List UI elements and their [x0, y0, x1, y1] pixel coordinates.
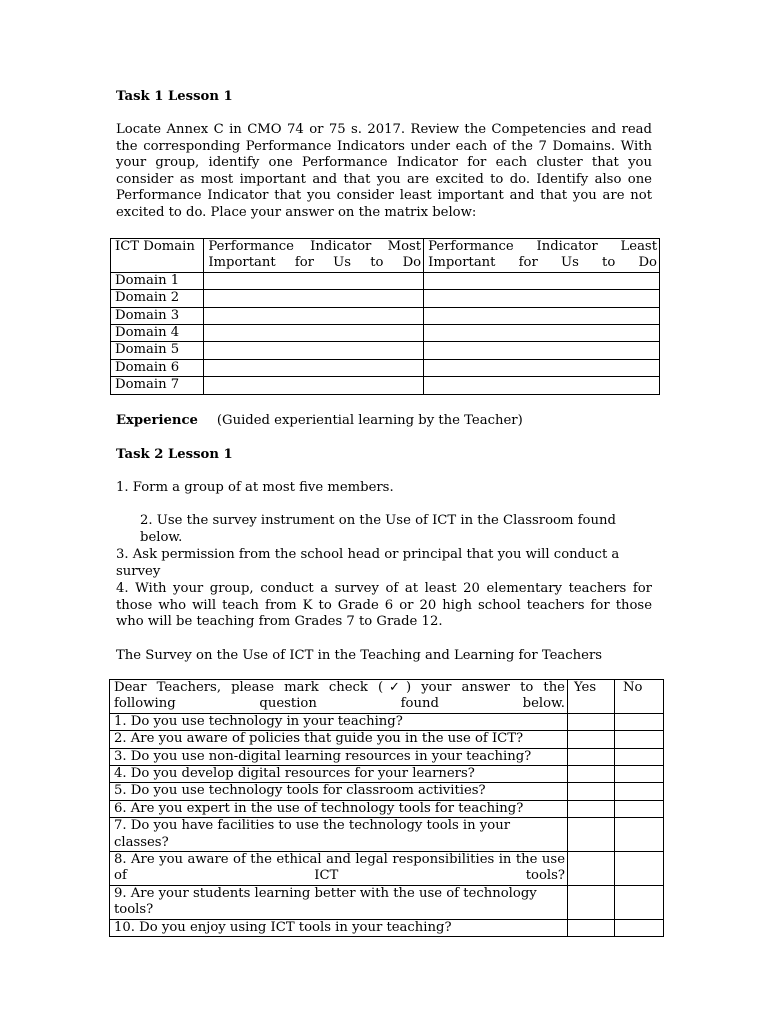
ict-survey-table	[109, 679, 664, 937]
header-least-important: Performance Indicator Least Important for Us to Do	[424, 239, 660, 273]
domain-label: Domain 6	[111, 359, 204, 376]
survey-question: 5. Do you use technology tools for classroom activities?	[110, 783, 568, 800]
table-row	[110, 713, 664, 730]
table-row	[111, 325, 660, 342]
survey-question: 1. Do you use technology in your teaching?	[110, 713, 568, 730]
no-answer-cell[interactable]	[615, 919, 664, 936]
answer-cell[interactable]	[424, 359, 660, 376]
answer-cell[interactable]	[204, 290, 424, 307]
answer-cell[interactable]	[424, 325, 660, 342]
no-answer-cell[interactable]	[615, 766, 664, 783]
step-1: 1. Form a group of at most five members.	[116, 480, 394, 495]
table-row	[110, 852, 664, 886]
answer-cell[interactable]	[204, 272, 424, 289]
no-column-header: No	[615, 680, 664, 714]
answer-cell[interactable]	[424, 290, 660, 307]
yes-answer-cell[interactable]	[568, 731, 615, 748]
table-header-row	[111, 239, 660, 273]
domain-label: Domain 5	[111, 342, 204, 359]
answer-cell[interactable]	[204, 359, 424, 376]
yes-answer-cell[interactable]	[568, 818, 615, 852]
survey-question: 8. Are you aware of the ethical and legal responsibilities in the use of ICT tools?	[110, 852, 568, 886]
yes-answer-cell[interactable]	[568, 748, 615, 765]
no-answer-cell[interactable]	[615, 783, 664, 800]
survey-title: The Survey on the Use of ICT in the Teaching and Learning for Teachers	[116, 648, 603, 663]
yes-answer-cell[interactable]	[568, 800, 615, 817]
survey-question: 9. Are your students learning better with the use of technology tools?	[110, 885, 568, 919]
no-answer-cell[interactable]	[615, 885, 664, 919]
experience-text: (Guided experiential learning by the Teacher)	[216, 413, 523, 428]
table-row	[111, 342, 660, 359]
yes-column-header: Yes	[568, 680, 615, 714]
experience-line	[116, 413, 652, 430]
table-row	[111, 359, 660, 376]
yes-answer-cell[interactable]	[568, 852, 615, 886]
survey-question: 6. Are you expert in the use of technology tools for teaching?	[110, 800, 568, 817]
answer-cell[interactable]	[424, 272, 660, 289]
task1-heading: Task 1 Lesson 1	[116, 89, 233, 104]
table-row	[110, 731, 664, 748]
domain-label: Domain 4	[111, 325, 204, 342]
header-ict-domain: ICT Domain	[111, 239, 204, 273]
table-row	[110, 919, 664, 936]
experience-label: Experience	[116, 413, 198, 428]
yes-answer-cell[interactable]	[568, 783, 615, 800]
answer-cell[interactable]	[204, 342, 424, 359]
answer-cell[interactable]	[204, 307, 424, 324]
no-answer-cell[interactable]	[615, 713, 664, 730]
task2-heading: Task 2 Lesson 1	[116, 447, 233, 462]
no-answer-cell[interactable]	[615, 731, 664, 748]
table-row	[111, 307, 660, 324]
table-row	[110, 783, 664, 800]
yes-answer-cell[interactable]	[568, 919, 615, 936]
survey-question: 10. Do you enjoy using ICT tools in your teaching?	[110, 919, 568, 936]
table-row	[110, 885, 664, 919]
domain-label: Domain 1	[111, 272, 204, 289]
answer-cell[interactable]	[204, 377, 424, 394]
no-answer-cell[interactable]	[615, 748, 664, 765]
domain-label: Domain 2	[111, 290, 204, 307]
survey-question: 2. Are you aware of policies that guide you in the use of ICT?	[110, 731, 568, 748]
yes-answer-cell[interactable]	[568, 885, 615, 919]
table-row	[111, 377, 660, 394]
step-4: 4. With your group, conduct a survey of at least 20 elementary teachers for those who will teach from K to Grade 6 or 20 high school teachers for those who will be teaching from Grades 7 to Grade 12.	[116, 581, 652, 630]
answer-cell[interactable]	[424, 307, 660, 324]
no-answer-cell[interactable]	[615, 800, 664, 817]
survey-question: 3. Do you use non-digital learning resources in your teaching?	[110, 748, 568, 765]
survey-header-row	[110, 680, 664, 714]
table-row	[111, 272, 660, 289]
table-row	[111, 290, 660, 307]
yes-answer-cell[interactable]	[568, 713, 615, 730]
no-answer-cell[interactable]	[615, 852, 664, 886]
survey-question: 7. Do you have facilities to use the technology tools in your classes?	[110, 818, 568, 852]
answer-cell[interactable]	[204, 325, 424, 342]
task1-paragraph: Locate Annex C in CMO 74 or 75 s. 2017. Review the Competencies and read the corresponding Performance Indicators under each of the 7 Domains. With your group, identify one Performance Indicator for each cluster that you consider as most important and that you are excited to do. Identify also one Performance Indicator that you consider least important and that you are not excited to do. Place your answer on the matrix below:	[116, 122, 652, 220]
yes-answer-cell[interactable]	[568, 766, 615, 783]
survey-intro: Dear Teachers, please mark check (✓) your answer to the following question found below.	[110, 680, 568, 714]
domain-matrix-table	[110, 238, 660, 395]
answer-cell[interactable]	[424, 377, 660, 394]
table-row	[110, 748, 664, 765]
table-row	[110, 766, 664, 783]
domain-label: Domain 3	[111, 307, 204, 324]
header-most-important: Performance Indicator Most Important for Us to Do	[204, 239, 424, 273]
survey-question: 4. Do you develop digital resources for your learners?	[110, 766, 568, 783]
step-3: 3. Ask permission from the school head or principal that you will conduct a survey	[116, 547, 620, 579]
no-answer-cell[interactable]	[615, 818, 664, 852]
domain-label: Domain 7	[111, 377, 204, 394]
table-row	[110, 800, 664, 817]
answer-cell[interactable]	[424, 342, 660, 359]
table-row	[110, 818, 664, 852]
step-2: 2. Use the survey instrument on the Use of ICT in the Classroom found below.	[140, 513, 616, 545]
